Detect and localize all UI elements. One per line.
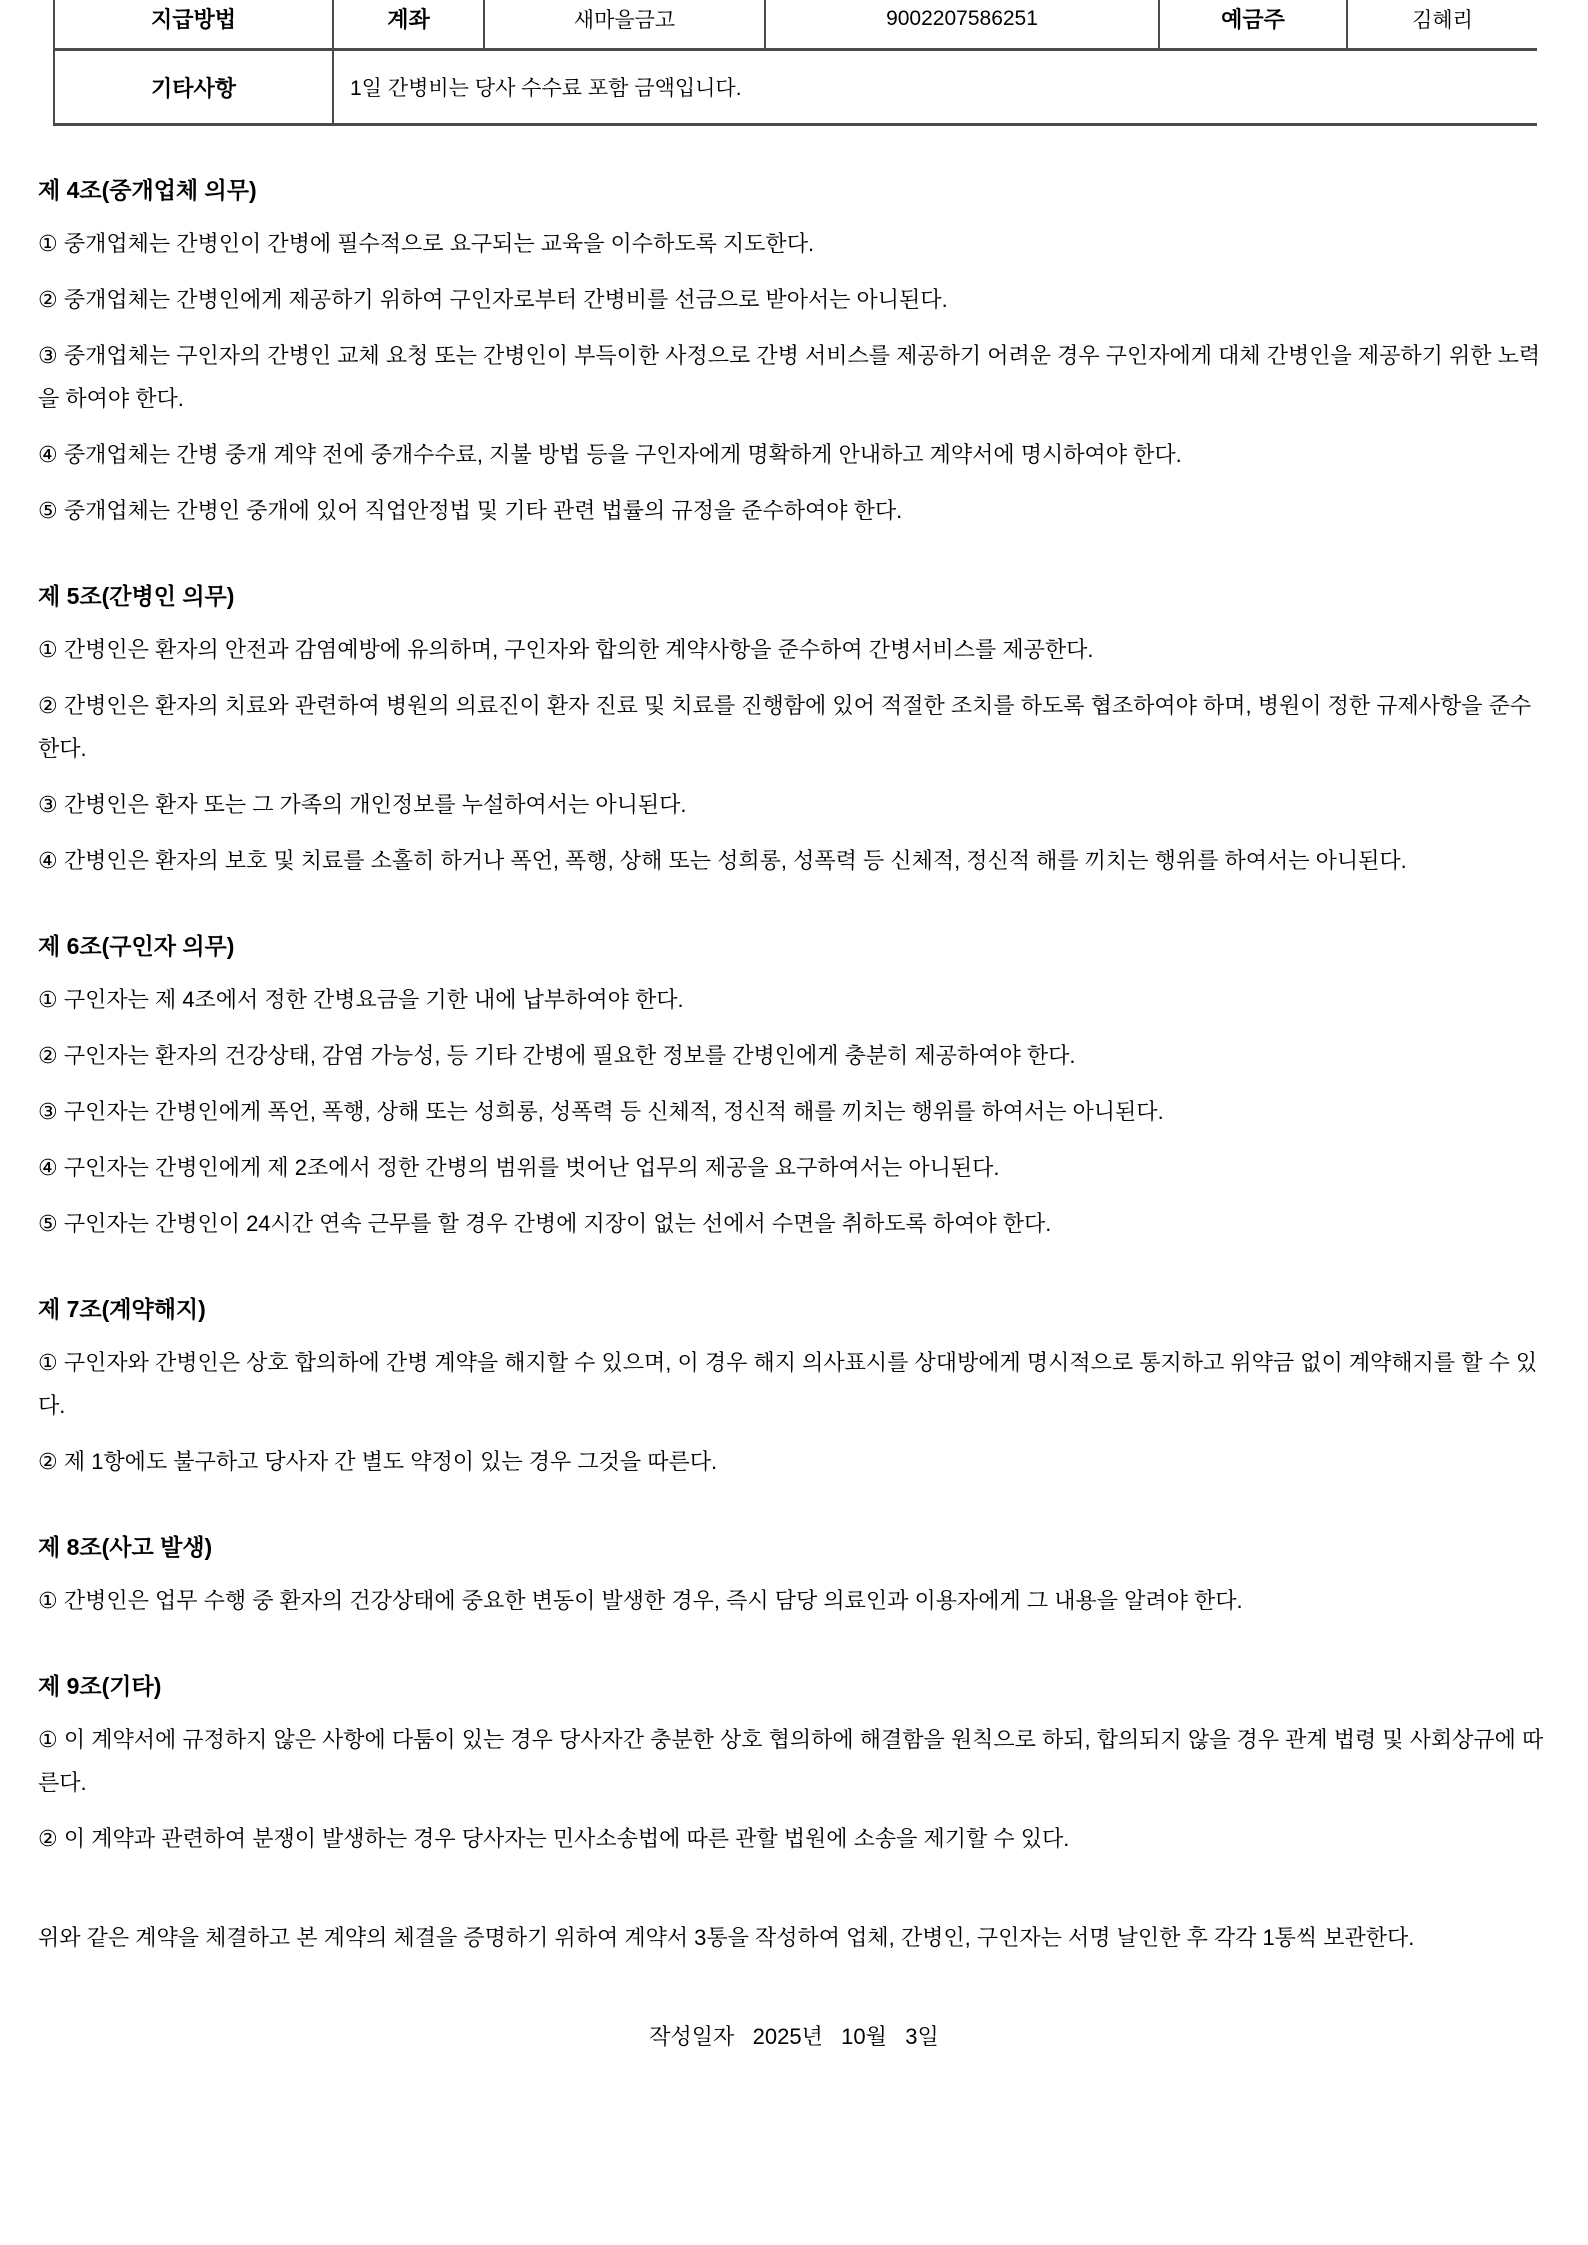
article-heading: 제 4조(중개업체 의무) [38,177,257,203]
clause: ⑤ 구인자는 간병인이 24시간 연속 근무를 할 경우 간병에 지장이 없는 선에서 수면을 취하도록 하여야 한다. [38,1211,1052,1236]
article-4 [38,169,1550,532]
clause: ② 간병인은 환자의 치료와 관련하여 병원의 의료진이 환자 진료 및 치료를 진행함에 있어 적절한 조치를 하도록 협조하여야 하며, 병원이 정한 규제사항을 준수한다. [38,693,1532,761]
article-heading: 제 7조(계약해지) [38,1296,206,1322]
contract-body [38,169,1550,2058]
payment-method-table [53,0,1537,126]
article-5 [38,575,1550,882]
table-row [54,50,1537,125]
clause: ① 간병인은 업무 수행 중 환자의 건강상태에 중요한 변동이 발생한 경우, 즉시 담당 의료인과 이용자에게 그 내용을 알려야 한다. [38,1588,1243,1613]
article-heading: 제 6조(구인자 의무) [38,933,235,959]
payment-table-container [53,0,1537,126]
bank-name: 새마을금고 [484,0,765,50]
table-row [54,0,1537,50]
account-holder-name: 김혜리 [1347,0,1537,50]
payment-method-label: 지급방법 [54,0,333,50]
clause: ③ 간병인은 환자 또는 그 가족의 개인정보를 누설하여서는 아니된다. [38,792,687,817]
clause: ① 구인자는 제 4조에서 정한 간병요금을 기한 내에 납부하여야 한다. [38,987,684,1012]
article-8 [38,1526,1550,1622]
clause: ④ 구인자는 간병인에게 제 2조에서 정한 간병의 범위를 벗어난 업무의 제공을 요구하여서는 아니된다. [38,1155,1000,1180]
article-heading: 제 8조(사고 발생) [38,1534,213,1560]
date-line: 작성일자 2025년 10월 3일 [649,2024,939,2049]
account-type-label: 계좌 [333,0,484,50]
account-number: 9002207586251 [765,0,1159,50]
clause: ③ 구인자는 간병인에게 폭언, 폭행, 상해 또는 성희롱, 성폭력 등 신체적, 정신적 해를 끼치는 행위를 하여서는 아니된다. [38,1099,1164,1124]
article-6 [38,925,1550,1245]
clause: ① 중개업체는 간병인이 간병에 필수적으로 요구되는 교육을 이수하도록 지도한다. [38,231,815,256]
clause: ② 구인자는 환자의 건강상태, 감염 가능성, 등 기타 간병에 필요한 정보를 간병인에게 충분히 제공하여야 한다. [38,1043,1076,1068]
clause: ④ 중개업체는 간병 중개 계약 전에 중개수수료, 지불 방법 등을 구인자에게 명확하게 안내하고 계약서에 명시하여야 한다. [38,442,1182,467]
clause: ① 구인자와 간병인은 상호 합의하에 간병 계약을 해지할 수 있으며, 이 경우 해지 의사표시를 상대방에게 명시적으로 통지하고 위약금 없이 계약해지를 할 수 있다. [38,1350,1538,1418]
closing-statement: 위와 같은 계약을 체결하고 본 계약의 체결을 증명하기 위하여 계약서 3통을 작성하여 업체, 간병인, 구인자는 서명 날인한 후 각각 1통씩 보관한다. [38,1925,1415,1950]
account-holder-label: 예금주 [1159,0,1347,50]
clause: ④ 간병인은 환자의 보호 및 치료를 소홀히 하거나 폭언, 폭행, 상해 또는 성희롱, 성폭력 등 신체적, 정신적 해를 끼치는 행위를 하여서는 아니된다. [38,848,1407,873]
article-7 [38,1288,1550,1483]
clause: ③ 중개업체는 구인자의 간병인 교체 요청 또는 간병인이 부득이한 사정으로 간병 서비스를 제공하기 어려운 경우 구인자에게 대체 간병인을 제공하기 위한 노력을 하여야 한다. [38,343,1541,411]
article-9 [38,1665,1550,1860]
clause: ① 이 계약서에 규정하지 않은 사항에 다툼이 있는 경우 당사자간 충분한 상호 협의하에 해결함을 원칙으로 하되, 합의되지 않을 경우 관계 법령 및 사회상규에 따른다. [38,1727,1544,1795]
clause: ⑤ 중개업체는 간병인 중개에 있어 직업안정법 및 기타 관련 법률의 규정을 준수하여야 한다. [38,498,903,523]
article-heading: 제 9조(기타) [38,1673,162,1699]
misc-label: 기타사항 [54,50,333,125]
clause: ② 이 계약과 관련하여 분쟁이 발생하는 경우 당사자는 민사소송법에 따른 관할 법원에 소송을 제기할 수 있다. [38,1826,1070,1851]
misc-note: 1일 간병비는 당사 수수료 포함 금액입니다. [333,50,1537,125]
article-heading: 제 5조(간병인 의무) [38,583,235,609]
clause: ② 제 1항에도 불구하고 당사자 간 별도 약정이 있는 경우 그것을 따른다. [38,1449,718,1474]
clause: ② 중개업체는 간병인에게 제공하기 위하여 구인자로부터 간병비를 선금으로 받아서는 아니된다. [38,287,948,312]
clause: ① 간병인은 환자의 안전과 감염예방에 유의하며, 구인자와 합의한 계약사항을 준수하여 간병서비스를 제공한다. [38,637,1094,662]
